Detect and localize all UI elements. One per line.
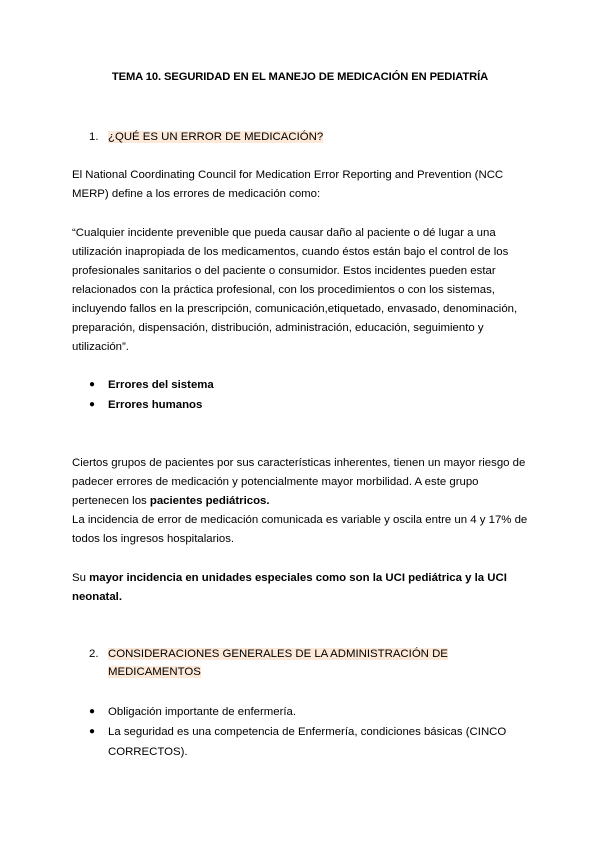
bullet-icon: ● [89, 399, 96, 410]
section-2-heading-line1: CONSIDERACIONES GENERALES DE LA ADMINISTRACIÓN DE [108, 648, 448, 660]
uci-paragraph-text: Su [72, 572, 90, 584]
list-item [89, 722, 509, 762]
document-title: TEMA 10. SEGURIDAD EN EL MANEJO DE MEDICACIÓN EN PEDIATRÍA [111, 71, 489, 83]
section-1-heading [89, 128, 323, 146]
risk-paragraph-bold: pacientes pediátricos. [149, 495, 270, 507]
definition-quote: “Cualquier incidente prevenible que pueda causar daño al paciente o dé lugar a una utilización inapropiada de los medicamentos, cuando éstos están bajo el control de los profesionales sanitarios o del paciente o consumidor. Estos incidentes pueden estar relacionados con la práctica profesional, con los procedimientos o con los sistemas, incluyendo fallos en la prescripción, comunicación,etiquetado, envasado, denominación, preparación, dispensación, distribución, administración, educación, seguimiento y utilización”. [72, 227, 518, 353]
uci-paragraph-bold: mayor incidencia en unidades especiales como son la UCI pediátrica y la UCI neonatal. [72, 572, 507, 603]
intro-paragraph: El National Coordinating Council for Medication Error Reporting and Prevention (NCC MERP) define a los errores de medicación como: [72, 169, 504, 200]
list-item [89, 395, 214, 415]
error-types-list [89, 375, 214, 415]
list-item [89, 375, 214, 395]
risk-paragraph-text: Ciertos grupos de pacientes por sus características inherentes, tienen un mayor riesgo de padecer errores de medicación y potencialmente mayor morbilidad. A este grupo pertenecen los [72, 457, 526, 507]
list-item [89, 702, 509, 722]
error-type-system: Errores del sistema [108, 379, 214, 391]
section-1-number: 1. [89, 131, 99, 143]
risk-paragraph [72, 454, 528, 549]
consideration-1: Obligación importante de enfermería. [108, 706, 297, 718]
section-2-number: 2. [89, 648, 99, 660]
incidence-paragraph: La incidencia de error de medicación comunicada es variable y oscila entre un 4 y 17% de todos los ingresos hospitalarios. [72, 514, 528, 545]
bullet-icon: ● [89, 379, 96, 390]
error-type-human: Errores humanos [108, 399, 203, 411]
section-2-heading [89, 645, 489, 681]
bullet-icon: ● [89, 706, 96, 717]
bullet-icon: ● [89, 726, 96, 737]
uci-paragraph [72, 569, 528, 607]
section-1-heading-text: ¿QUÉ ES UN ERROR DE MEDICACIÓN? [108, 131, 324, 143]
considerations-list [89, 702, 509, 762]
consideration-2: La seguridad es una competencia de Enfermería, condiciones básicas (CINCO CORRECTOS). [108, 726, 507, 758]
section-2-heading-line2: MEDICAMENTOS [108, 666, 201, 678]
